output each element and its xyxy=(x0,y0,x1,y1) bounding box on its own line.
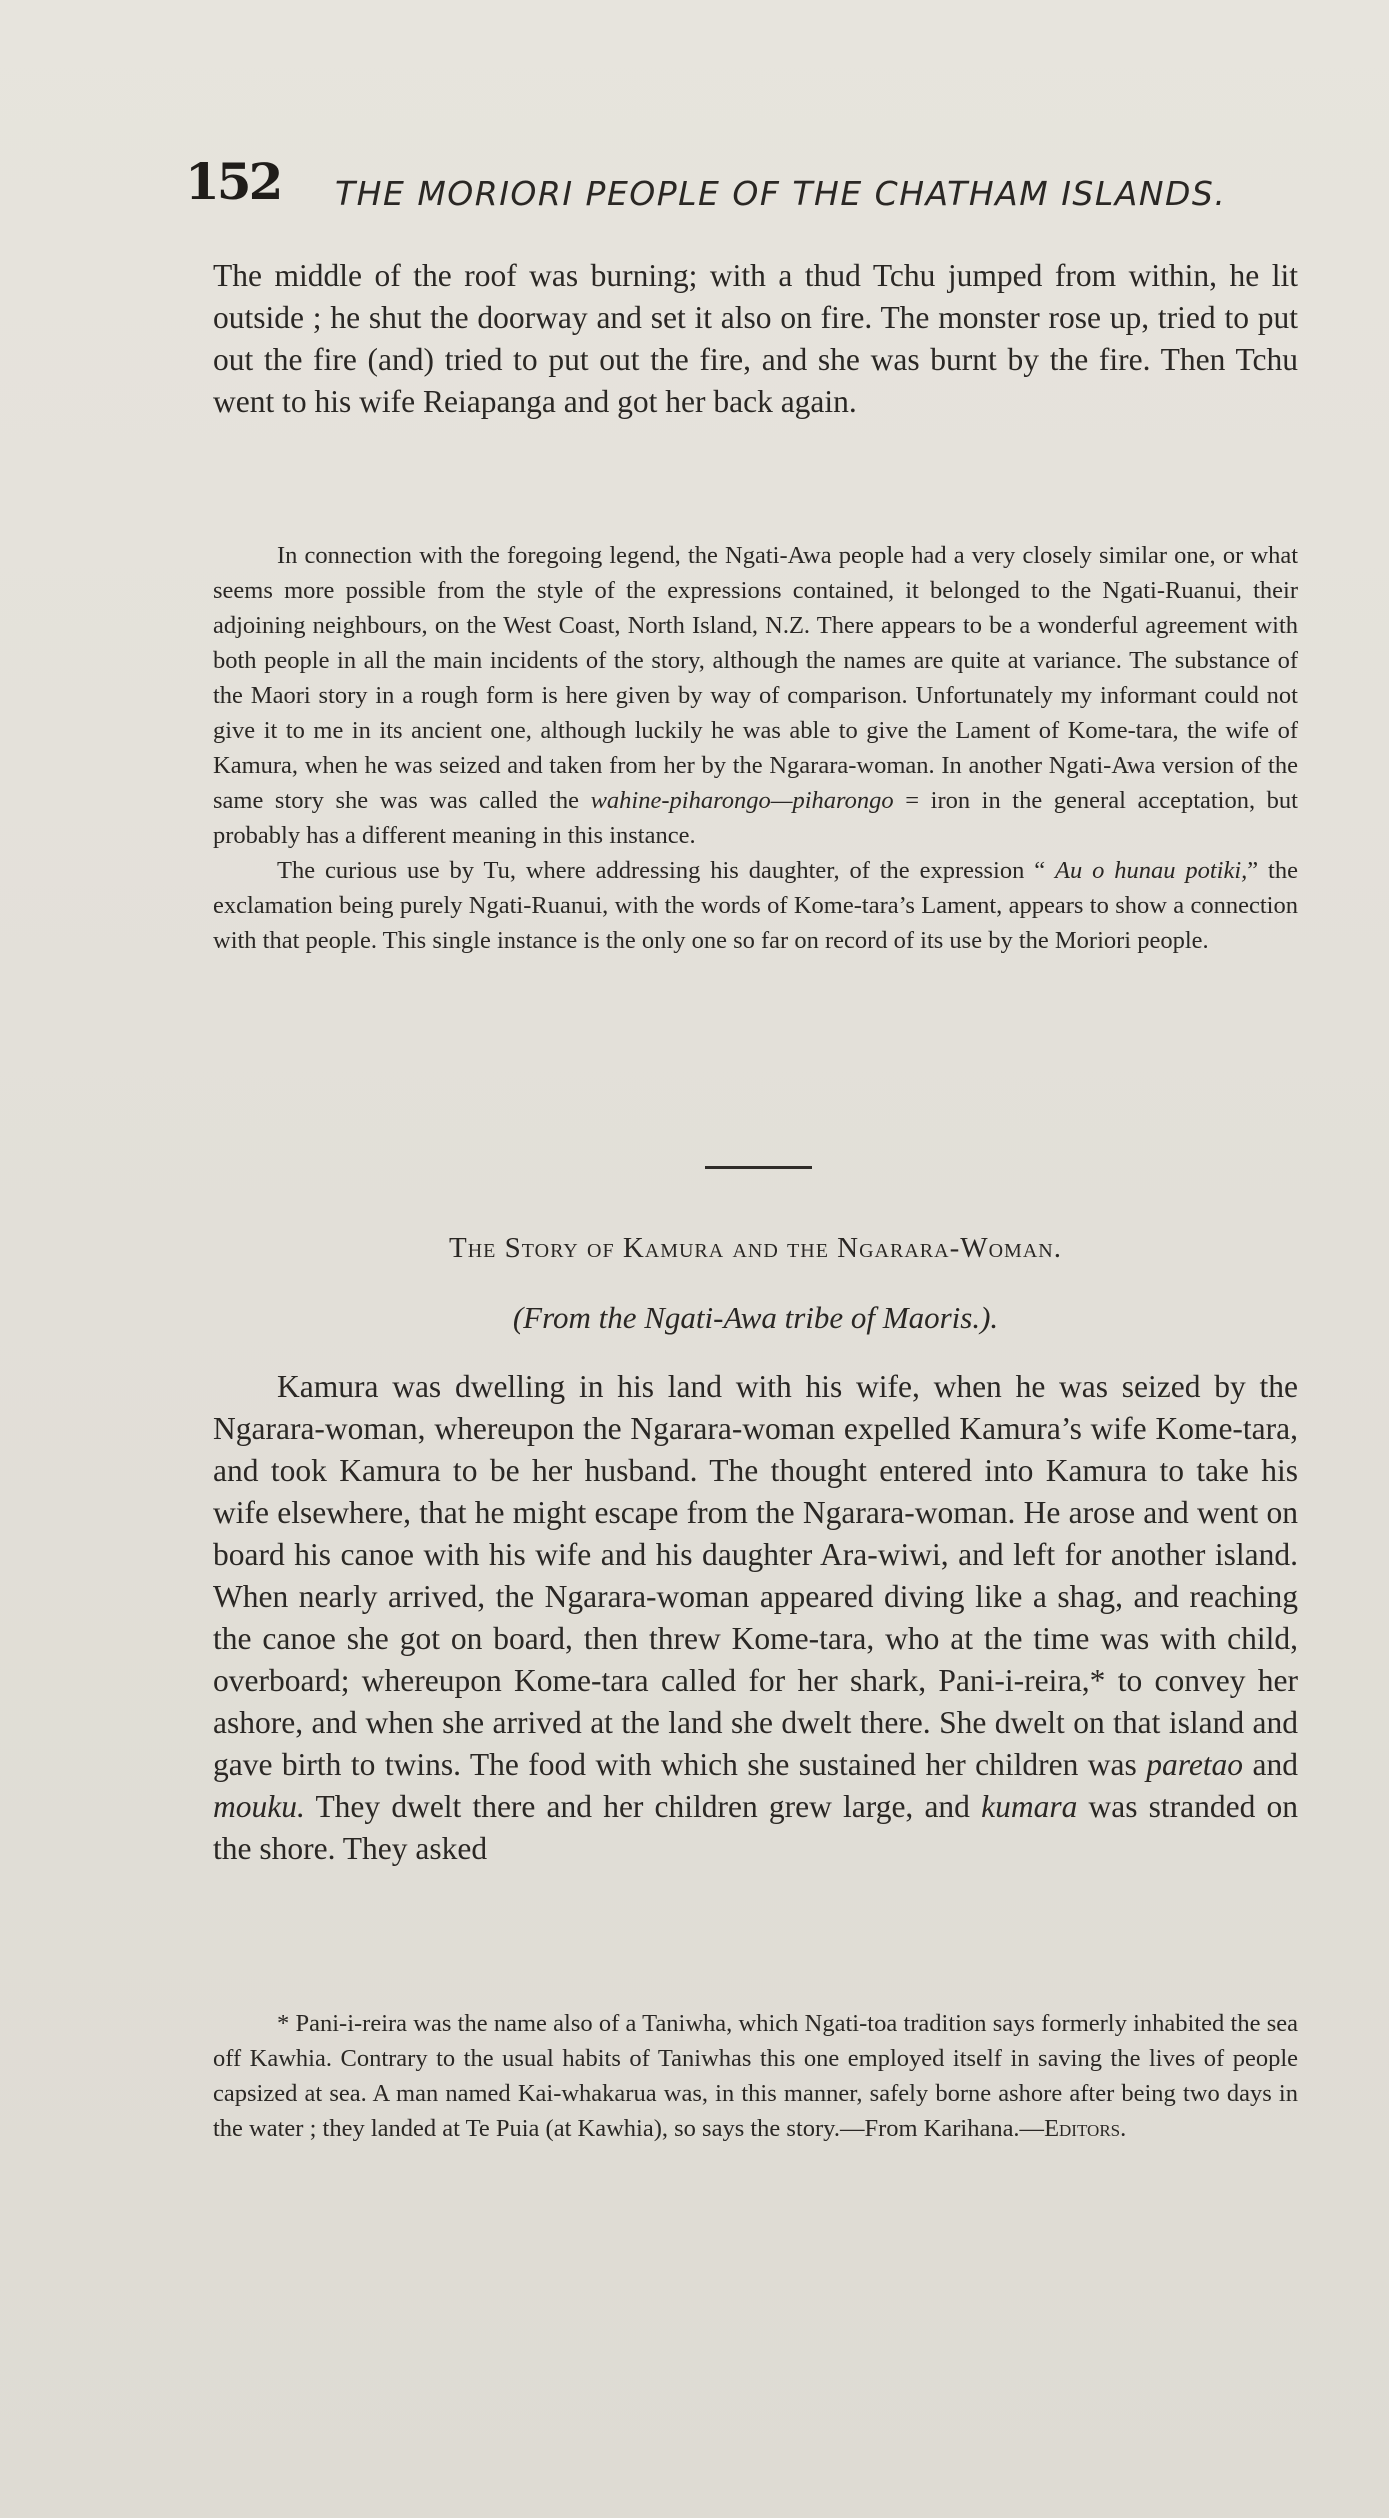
story-term-kumara: kumara xyxy=(981,1789,1078,1824)
note-paragraph-1-italic: wahine-piharongo—piharongo xyxy=(590,787,894,814)
opening-paragraph: The middle of the roof was burning; with a thud Tchu jumped from within, he lit outside ; he shut the doorway and set it also on fire. The monster rose up, tried to put out the fire (and) tried to put out the fire, and she was burnt by the fire. Then Tchu went to his wife Reiapanga and got her back again. xyxy=(213,258,1298,419)
note-paragraph-1-text-end: = iron in the general acceptation, but probably has a different meaning in this instance. xyxy=(213,787,1298,849)
editorial-note xyxy=(213,538,1298,958)
note-paragraph-2 xyxy=(213,853,1298,958)
note-paragraph-2-italic: Au o hunau potiki, xyxy=(1055,857,1248,884)
story-text-1: Kamura was dwelling in his land with his wife, when he was seized by the Ngarara-woman, whereupon the Ngarara-woman expelled Kamura’s wife Kome-tara, and took Kamura to be her husband. The thought entered into Kamura to take his wife elsewhere, that he might escape from the Ngarara-woman. He arose and went on board his canoe with his wife and his daughter Ara-wiwi, and left for another island. When nearly arrived, the Ngarara-woman appeared diving like a shag, and reaching the canoe she got on board, then threw Kome-tara, who at the time was with child, overboard; whereupon Kome-tara called for her shark, Pani-i-reira,* to convey her ashore, and when she arrived at the land she dwelt there. She dwelt on that island and gave birth to twins. The food with which she sustained her children was xyxy=(213,1369,1298,1782)
story-paragraph xyxy=(213,1366,1298,1870)
running-title: THE MORIORI PEOPLE OF THE CHATHAM ISLANDS. xyxy=(335,174,1227,213)
footnote xyxy=(213,2006,1298,2146)
story-text-3: was stranded on the shore. They asked xyxy=(213,1789,1298,1866)
story-term-paretao: paretao xyxy=(1146,1747,1244,1782)
footnote-signature: Editors. xyxy=(1044,2115,1127,2142)
page-header xyxy=(185,152,1305,222)
story-title: The Story of Kamura and the Ngarara-Woman. xyxy=(449,1232,1062,1264)
story-text-and: and xyxy=(1243,1747,1298,1782)
footnote-text: * Pani-i-reira was the name also of a Taniwha, which Ngati-toa tradition says formerly inhabited the sea off Kawhia. Contrary to the usual habits of Taniwhas this one employed itself in saving the lives of people capsized at sea. A man named Kai-whakarua was, in this manner, safely borne ashore after being two days in the water ; they landed at Te Puia (at Kawhia), so says the story.—From Karihana.— xyxy=(213,2010,1298,2142)
story-subtitle: (From the Ngati-Awa tribe of Maoris.). xyxy=(512,1300,999,1335)
note-paragraph-2-text: The curious use by Tu, where addressing his daughter, of the expression “ xyxy=(277,857,1055,884)
story-term-mouku: mouku. xyxy=(213,1789,305,1824)
story-text-2: They dwelt there and her children grew large, and xyxy=(304,1789,982,1824)
note-paragraph-1 xyxy=(213,538,1298,853)
page-number: 152 xyxy=(185,152,281,211)
note-paragraph-2-text-end: ” the exclamation being purely Ngati-Ruanui, with the words of Kome-tara’s Lament, appears to show a connection with that people. This single instance is the only one so far on record of its use by the Moriori people. xyxy=(213,857,1298,954)
section-divider xyxy=(705,1166,812,1169)
note-paragraph-1-text: In connection with the foregoing legend, the Ngati-Awa people had a very closely similar one, or what seems more possible from the style of the expressions contained, it belonged to the Ngati-Ruanui, their adjoining neighbours, on the West Coast, North Island, N.Z. There appears to be a wonderful agreement with both people in all the main incidents of the story, although the names are quite at variance. The substance of the Maori story in a rough form is here given by way of comparison. Unfortunately my informant could not give it to me in its ancient one, although luckily he was able to give the Lament of Kome-tara, the wife of Kamura, when he was seized and taken from her by the Ngarara-woman. In another Ngati-Awa version of the same story she was was called the xyxy=(213,542,1298,814)
